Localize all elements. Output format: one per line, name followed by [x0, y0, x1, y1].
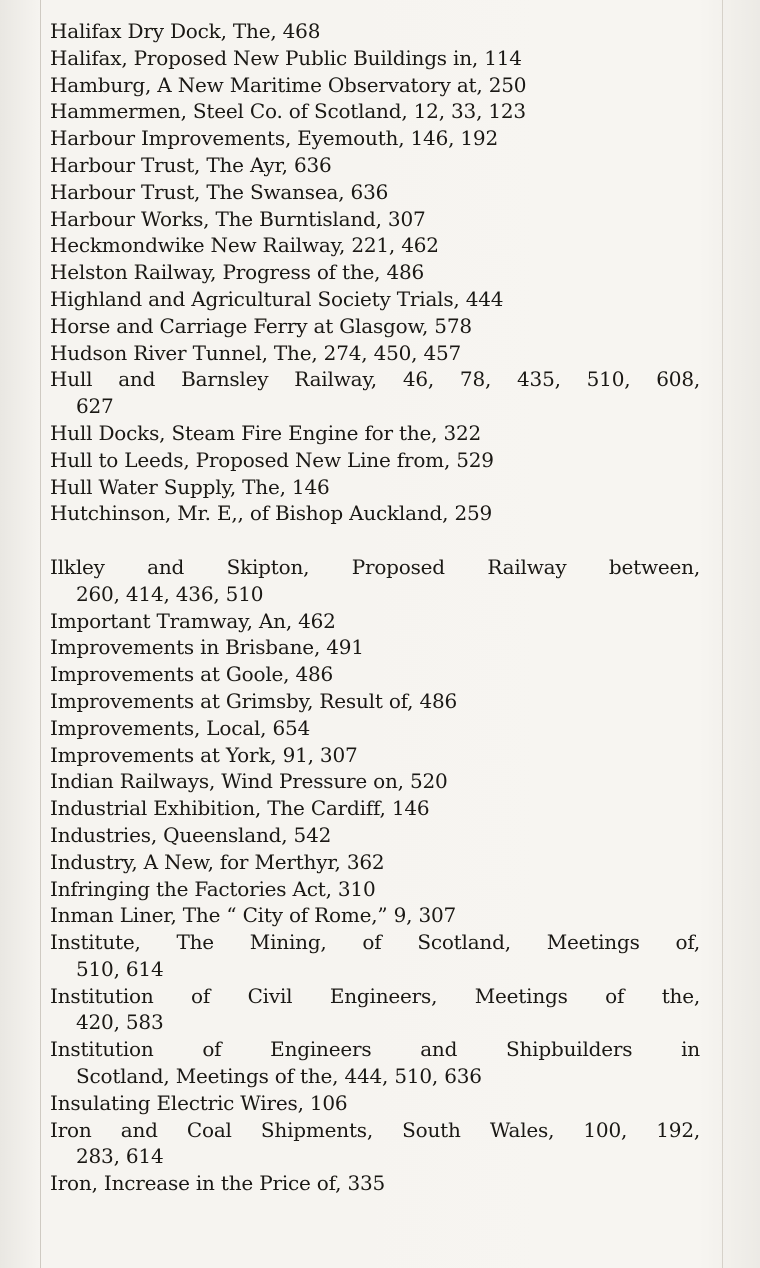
index-entry: Industrial Exhibition, The Cardiff, 146 — [50, 796, 430, 821]
index-entry: Harbour Trust, The Ayr, 636 — [50, 152, 332, 177]
section-gap — [50, 527, 700, 554]
index-entry-continuation: 627 — [76, 394, 114, 419]
index-entry: Industries, Queensland, 542 — [50, 822, 332, 847]
index-entry: Hull to Leeds, Proposed New Line from, 529 — [50, 447, 494, 472]
index-entry: Iron, Increase in the Price of, 335 — [50, 1171, 386, 1196]
index-entry: Inman Liner, The “ City of Rome,” 9, 307 — [50, 903, 457, 928]
index-entry: Halifax, Proposed New Public Buildings in, 114 — [50, 45, 522, 70]
index-entry-continuation: 420, 583 — [76, 1010, 164, 1035]
index-entry: Highland and Agricultural Society Trials, 444 — [50, 286, 504, 311]
index-entry: Important Tramway, An, 462 — [50, 608, 336, 633]
index-entry: Hull Water Supply, The, 146 — [50, 474, 330, 499]
index-entry: Hamburg, A New Maritime Observatory at, 250 — [50, 72, 527, 97]
index-entry: Ilkley and Skipton, Proposed Railway between, — [50, 554, 700, 579]
left-margin-rule — [40, 0, 41, 1268]
index-entry: Indian Railways, Wind Pressure on, 520 — [50, 769, 448, 794]
index-entry: Infringing the Factories Act, 310 — [50, 876, 376, 901]
index-entry: Insulating Electric Wires, 106 — [50, 1090, 348, 1115]
index-entry: Improvements at York, 91, 307 — [50, 742, 358, 767]
index-entry-continuation: 260, 414, 436, 510 — [76, 581, 264, 606]
index-entry: Hutchinson, Mr. E,, of Bishop Auckland, 259 — [50, 501, 493, 526]
index-entry: Heckmondwike New Railway, 221, 462 — [50, 233, 439, 258]
index-entry: Harbour Improvements, Eyemouth, 146, 192 — [50, 126, 498, 151]
index-entry: Hull Docks, Steam Fire Engine for the, 322 — [50, 420, 482, 445]
index-entry: Improvements in Brisbane, 491 — [50, 635, 364, 660]
index-entry-continuation: 283, 614 — [76, 1144, 164, 1169]
index-section-h — [50, 18, 700, 527]
index-entry: Institution of Engineers and Shipbuilders in — [50, 1037, 700, 1062]
index-entry-continuation: 510, 614 — [76, 956, 164, 981]
index-entry: Hammermen, Steel Co. of Scotland, 12, 33, 123 — [50, 99, 526, 124]
index-entry: Halifax Dry Dock, The, 468 — [50, 19, 321, 43]
index-entry: Institute, The Mining, of Scotland, Meetings of, — [50, 930, 700, 955]
index-list — [50, 18, 700, 1197]
index-entry: Helston Railway, Progress of the, 486 — [50, 260, 425, 285]
index-entry: Institution of Civil Engineers, Meetings of the, — [50, 983, 700, 1008]
index-entry: Hudson River Tunnel, The, 274, 450, 457 — [50, 340, 462, 365]
index-entry: Harbour Works, The Burntisland, 307 — [50, 206, 426, 231]
index-entry: Hull and Barnsley Railway, 46, 78, 435, 510, 608, — [50, 367, 700, 392]
index-entry: Harbour Trust, The Swansea, 636 — [50, 179, 389, 204]
index-entry: Improvements, Local, 654 — [50, 715, 311, 740]
index-entry: Improvements at Goole, 486 — [50, 662, 334, 687]
index-entry: Industry, A New, for Merthyr, 362 — [50, 849, 385, 874]
index-entry: Horse and Carriage Ferry at Glasgow, 578 — [50, 313, 472, 338]
index-section-i — [50, 554, 700, 1197]
index-entry-continuation: Scotland, Meetings of the, 444, 510, 636 — [76, 1064, 482, 1089]
index-entry: Iron and Coal Shipments, South Wales, 100, 192, — [50, 1117, 700, 1142]
right-margin-rule — [722, 0, 723, 1268]
index-entry: Improvements at Grimsby, Result of, 486 — [50, 688, 458, 713]
